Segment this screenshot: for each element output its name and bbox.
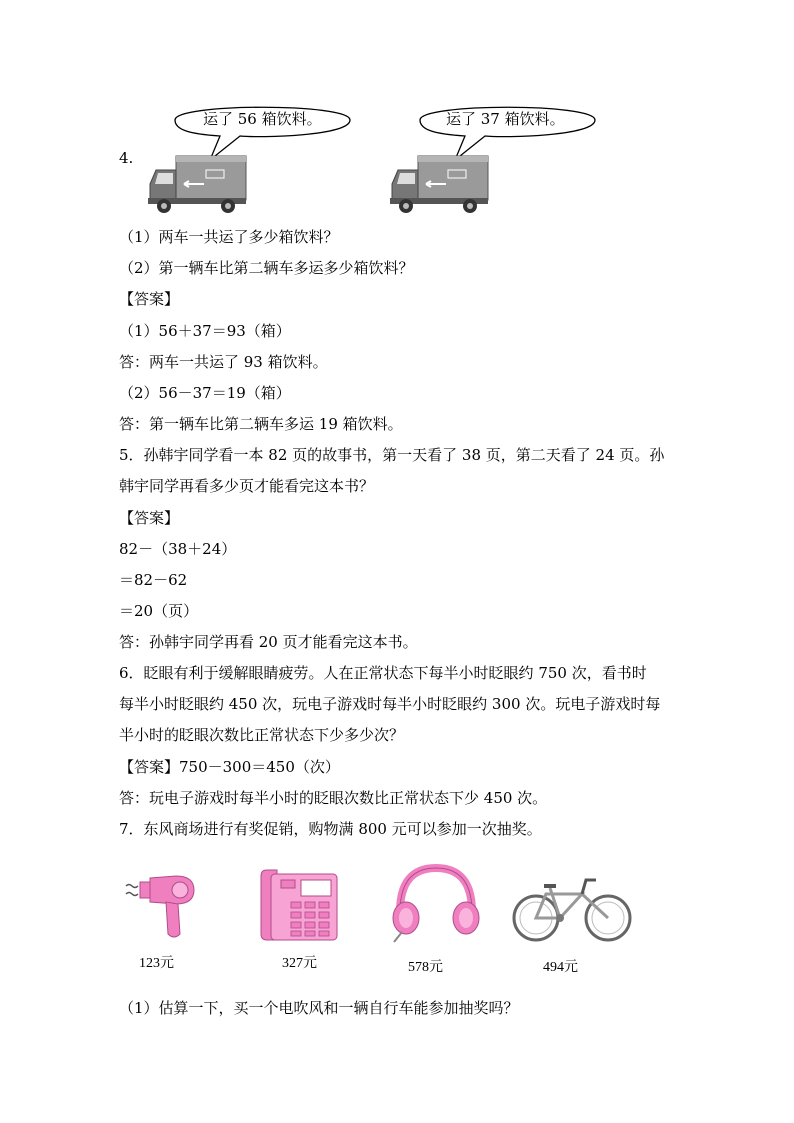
q4-answer-tag: 【答案】	[119, 290, 180, 308]
q5-answer-tag: 【答案】	[119, 509, 180, 527]
q4-sub1: （1）两车一共运了多少箱饮料？	[119, 228, 339, 246]
bubble-text-2: 运了 37 箱饮料。	[446, 110, 565, 128]
q6-line3: 半小时的眨眼次数比正常状态下少多少次？	[119, 726, 405, 744]
q4-a2-calc: （2）56－37＝19（箱）	[119, 384, 291, 402]
q5-calc1: 82－（38＋24）	[119, 540, 237, 558]
q4-a2-text: 答：第一辆车比第二辆车多运 19 箱饮料。	[119, 415, 403, 433]
q6-line1: 6．眨眼有利于缓解眼睛疲劳。人在正常状态下每半小时眨眼约 750 次，看书时	[119, 664, 647, 682]
price-telephone: 327元	[282, 956, 317, 971]
q6-answer: 答：玩电子游戏时每半小时的眨眼次数比正常状态下少 450 次。	[119, 789, 548, 807]
q6-answer-line: 【答案】750－300＝450（次）	[119, 758, 340, 776]
q5-line1: 5．孙韩宇同学看一本 82 页的故事书，第一天看了 38 页，第二天看了 24 页。孙	[119, 446, 665, 464]
q4-a1-calc: （1）56＋37＝93（箱）	[119, 322, 291, 340]
price-bicycle: 494元	[543, 960, 578, 975]
telephone-icon	[257, 868, 341, 942]
q7-line1: 7．东风商场进行有奖促销，购物满 800 元可以参加一次抽奖。	[119, 820, 542, 838]
bubble-text-1: 运了 56 箱饮料。	[203, 110, 322, 128]
truck-icon	[388, 154, 490, 216]
price-hair-dryer: 123元	[139, 956, 174, 971]
q4-sub2: （2）第一辆车比第二辆车多运多少箱饮料？	[119, 259, 414, 277]
headphones-icon	[390, 862, 482, 944]
price-headphones: 578元	[408, 960, 443, 975]
q7-sub1: （1）估算一下，买一个电吹风和一辆自行车能参加抽奖吗？	[119, 999, 519, 1017]
q5-calc3: ＝20（页）	[119, 602, 199, 620]
q6-line2: 每半小时眨眼约 450 次，玩电子游戏时每半小时眨眼约 300 次。玩电子游戏时每	[119, 695, 661, 713]
q4-number: 4.	[119, 149, 134, 167]
hair-dryer-icon	[124, 872, 196, 942]
q5-line2: 韩宇同学再看多少页才能看完这本书？	[119, 477, 375, 495]
q5-calc2: ＝82－62	[119, 571, 188, 589]
q4-a1-text: 答：两车一共运了 93 箱饮料。	[119, 353, 328, 371]
truck-icon	[146, 154, 248, 216]
q5-answer: 答：孙韩宇同学再看 20 页才能看完这本书。	[119, 633, 418, 651]
bicycle-icon	[510, 876, 634, 944]
